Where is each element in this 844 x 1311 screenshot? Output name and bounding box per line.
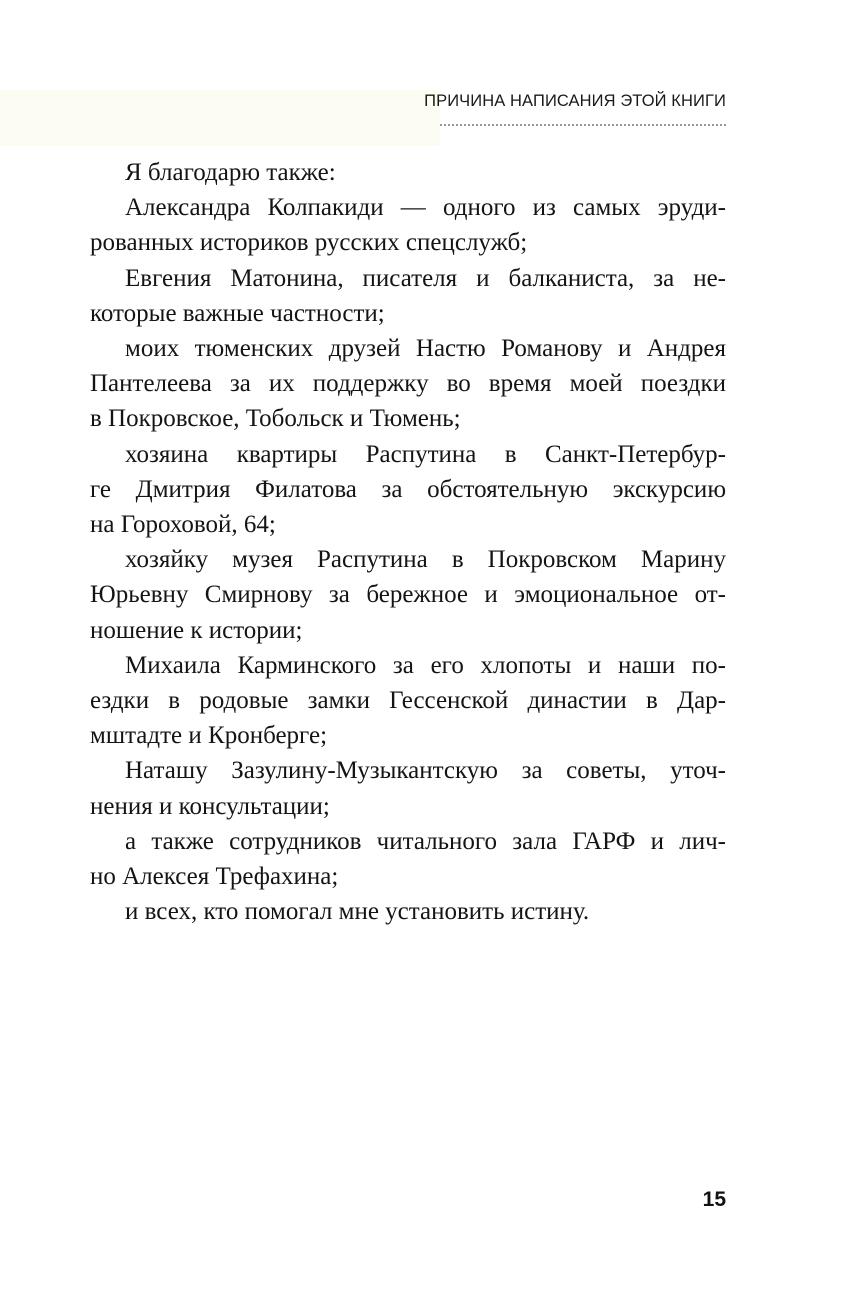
text-line: Юрьевну Смирнову за бережное и эмоциональное от- (90, 581, 726, 609)
text-line: в Покровское, Тобольск и Тюмень; (90, 405, 461, 433)
text-line: Александра Колпакиди — одного из самых эруди- (125, 194, 726, 222)
text-line: хозяина квартиры Распутина в Санкт-Петербур- (125, 440, 726, 468)
text-line: которые важные частности; (90, 299, 385, 327)
header-divider (440, 124, 726, 126)
paragraph (90, 648, 726, 754)
text-line: Наташу Зазулину-Музыкантскую за советы, уточ- (125, 757, 726, 785)
text-line: нения и консультации; (90, 792, 330, 820)
paragraph (90, 155, 726, 190)
running-header-title: ПРИЧИНА НАПИСАНИЯ ЭТОЙ КНИГИ (424, 92, 726, 110)
paragraph (90, 894, 726, 929)
paragraph (90, 190, 726, 260)
text-line: но Алексея Трефахина; (90, 863, 339, 891)
paragraph (90, 331, 726, 437)
paragraph (90, 437, 726, 543)
paragraph (90, 542, 726, 648)
text-line: а также сотрудников читального зала ГАРФ и лич- (125, 827, 726, 855)
text-line: ге Дмитрия Филатова за обстоятельную экскурсию (90, 475, 726, 503)
text-line: Евгения Матонина, писателя и балканиста, за не- (125, 264, 726, 292)
text-line: и всех, кто помогал мне установить истину. (125, 898, 590, 926)
text-line: мштадте и Кронберге; (90, 722, 328, 750)
text-line: ездки в родовые замки Гессенской династии в Дар- (90, 687, 726, 715)
text-line: Михаила Карминского за его хлопоты и наши по- (125, 651, 726, 679)
paragraph (90, 824, 726, 894)
header-background-tint (0, 90, 440, 146)
text-line: Я благодарю также: (125, 159, 336, 186)
acknowledgements-text (90, 155, 726, 929)
paragraph (90, 753, 726, 823)
page-number: 15 (702, 1188, 726, 1211)
text-line: на Гороховой, 64; (90, 511, 276, 539)
text-line: рованных историков русских спецслужб; (90, 229, 528, 257)
text-line: хозяйку музея Распутина в Покровском Марину (125, 546, 726, 574)
text-line: ношение к истории; (90, 616, 303, 644)
text-line: Пантелеева за их поддержку во время моей поездки (90, 370, 726, 398)
text-line: моих тюменских друзей Настю Романову и Андрея (125, 335, 726, 363)
paragraph (90, 261, 726, 331)
